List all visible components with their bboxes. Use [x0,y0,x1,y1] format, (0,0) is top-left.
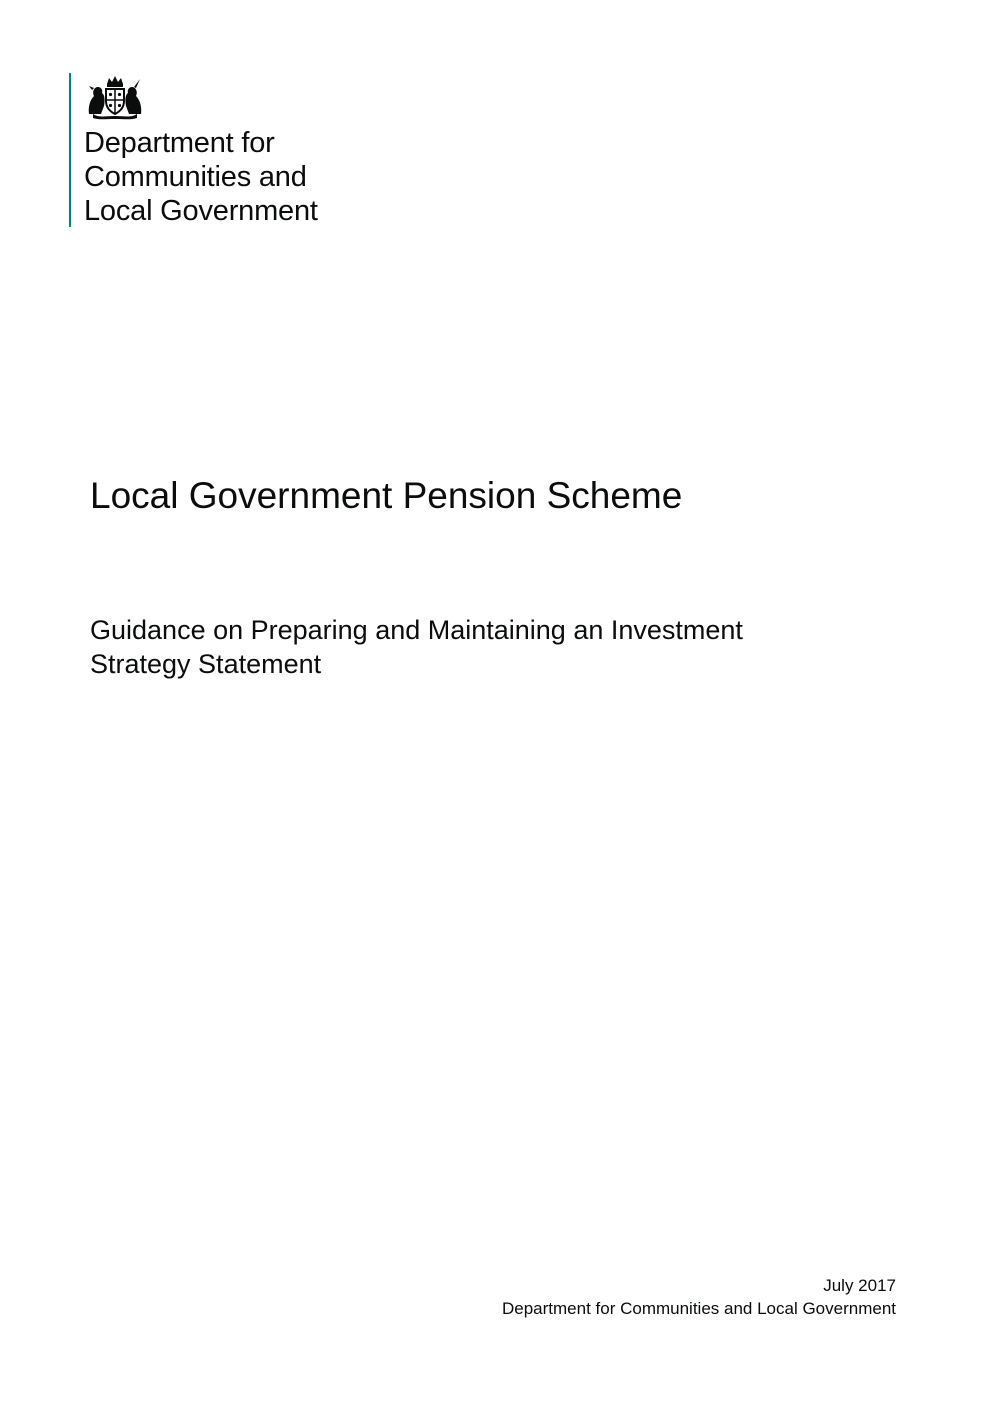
document-title: Local Government Pension Scheme [90,475,683,516]
department-name-line-2: Communities and [84,161,307,193]
document-subtitle [90,613,850,681]
department-name [84,126,318,228]
publisher-name: Department for Communities and Local Government [501,1299,896,1318]
department-name-line-3: Local Government [84,195,318,227]
department-logo [69,73,318,227]
department-name-line-1: Department for [84,127,275,159]
royal-coat-of-arms-icon [85,74,145,120]
document-subtitle-line-2: Strategy Statement [90,649,322,679]
document-subtitle-line-1: Guidance on Preparing and Maintaining an Investment [90,615,743,645]
publication-details [502,1274,896,1320]
publication-date: July 2017 [823,1276,896,1295]
